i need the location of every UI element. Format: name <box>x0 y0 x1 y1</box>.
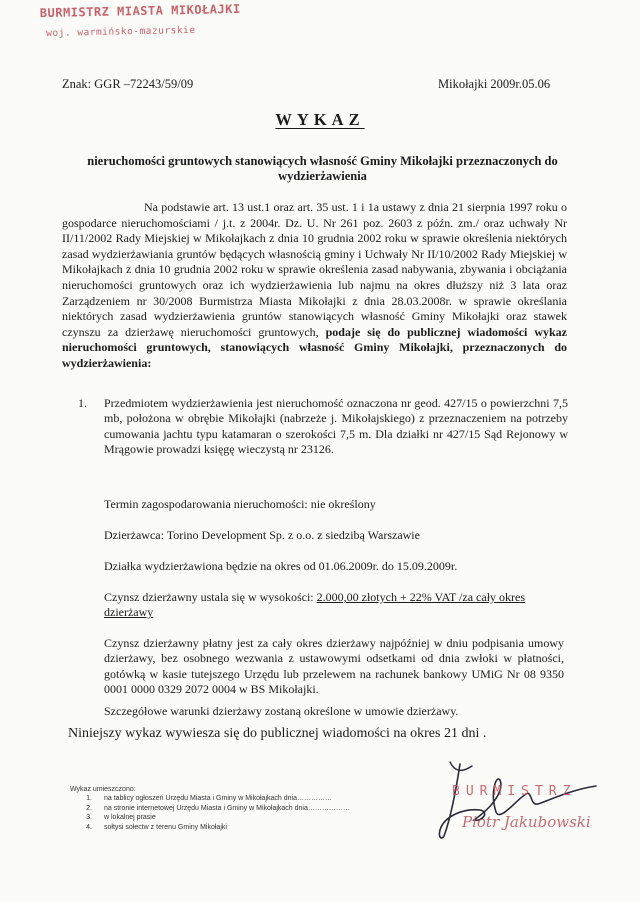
placement-footnote <box>70 785 350 832</box>
item-tenant: Dzierżawca: Torino Development Sp. z o.o. z siedzibą Warszawie <box>104 528 420 542</box>
stamp-line-2: woj. warmińsko-mazurskie <box>46 24 196 39</box>
intro-paragraph <box>62 200 567 372</box>
intro-text: Na podstawie art. 13 ust.1 oraz art. 35 ust. 1 i 1a ustawy z dnia 21 sierpnia 1997 roku o gospodarce nieruchomościami / j.t. z 2004r. Dz. U. Nr 261 poz. 2603 z późn. zm./ oraz uchwały Nr II/11/2002 Rady Miejskiej w Mikołajkach z dnia 10 grudnia 2002 roku w sprawie określenia niektórych zasad wydzierżawiania gruntów będących własnością gminy i Uchwały Nr II/10/2002 Rady Miejskiej w Mikołajkach z dnia 10 grudnia 2002 roku w sprawie określenia zasad nabywania, zbywania i obciążania nieruchomości gruntowych oraz ich wydzierżawienia lub najmu na okres dłuższy niż 3 lata oraz Zarządzeniem nr 30/2008 Burmistrza Miasta Mikołajki z dnia 28.03.2008r. w sprawie określania niektórych zasad wydzierżawienia gruntów stanowiących własność Gminy Mikołajki oraz stawek czynszu za dzierżawę nieruchomości gruntowych, <box>62 200 567 339</box>
handwritten-signature <box>420 750 620 850</box>
mayor-title-stamp: BURMISTRZ <box>452 784 577 799</box>
document-subtitle: nieruchomości gruntowych stanowiących własność Gminy Mikołajki przeznaczonych do wydzierżawienia <box>87 154 558 183</box>
reference-number: Znak: GGR –72243/59/09 <box>62 77 194 91</box>
item-period: Działka wydzierżawiona będzie na okres od 01.06.2009r. do 15.09.2009r. <box>104 559 458 573</box>
footnote-text: na stronie internetowej Urzędu Miasta i Gminy w Mikołajkach dnia……………… <box>104 804 350 812</box>
footnote-text: na tablicy ogłoszeń Urzędu Miasta i Gminy w Mikołajkach dnia…………… <box>104 795 332 803</box>
footnote-text: w lokalnej prasie <box>104 814 156 822</box>
intro-bold-text: podaje się do publicznej wiadomości wykaz nieruchomości gruntowych, stanowiących własność Gminy Mikołajki, przeznaczonych do wydzierżawienia: <box>62 324 567 370</box>
item-number: 1. <box>78 396 87 410</box>
item-term: Termin zagospodarowania nieruchomości: nie określony <box>104 497 376 511</box>
document-date: Mikołajki 2009r.05.06 <box>438 77 551 91</box>
footnote-row <box>70 823 350 832</box>
footnote-row <box>70 794 350 803</box>
list-item <box>78 396 568 458</box>
footnote-heading: Wykaz umieszczono: <box>70 786 136 793</box>
item-description: Przedmiotem wydzierżawienia jest nieruchomość oznaczona nr geod. 427/15 o powierzchni 7,5 mb, położona w obrębie Mikołajki (nabrzeże j. Mikołajskiego) z przeznaczeniem na potrzeby cumowania jachtu typu katamaran o szerokości 7,5 m. Dla działki nr 427/15 Sąd Rejonowy w Mrągowie prowadzi księgę wieczystą nr 23126. <box>104 396 568 457</box>
rent-prefix: Czynsz dzierżawny ustala się w wysokości: <box>104 590 317 604</box>
item-payment: Czynsz dzierżawny płatny jest za cały okres dzierżawy najpóźniej w dniu podpisania umowy dzierżawy, bez osobnego wezwania z ustawowymi odsetkami od dnia zwłoki w płatności, gotówką w kasie tutejszego Urzędu lub przelewem na rachunek bankowy UMiG Nr 08 9350 0001 0000 0329 2072 0004 w BS Mikołajki. <box>104 636 564 697</box>
footnote-row <box>70 804 350 813</box>
item-details: Szczegółowe warunki dzierżawy zostaną określone w umowie dzierżawy. <box>104 704 459 718</box>
footnote-number: 1. <box>86 795 92 803</box>
stamp-line-1: BURMISTRZ MIASTA MIKOŁAJKI <box>39 1 241 21</box>
mayor-name-stamp: Piotr Jakubowski <box>462 813 591 831</box>
footnote-row <box>70 813 350 822</box>
footnote-number: 2. <box>86 804 92 812</box>
rent-value: 2.000,00 złotych + 22% VAT /za cały okres dzierżawy <box>104 590 526 620</box>
footnote-number: 3. <box>86 814 92 822</box>
footnote-text: sołtysi sołectw z terenu Gminy Mikołajki <box>104 823 227 831</box>
closing-statement: Niniejszy wykaz wywiesza się do publicznej wiadomości na okres 21 dni . <box>68 726 487 741</box>
item-rent <box>104 590 564 621</box>
footnote-number: 4. <box>86 823 92 831</box>
official-stamp <box>40 2 241 39</box>
document-title: WYKAZ <box>275 110 365 129</box>
